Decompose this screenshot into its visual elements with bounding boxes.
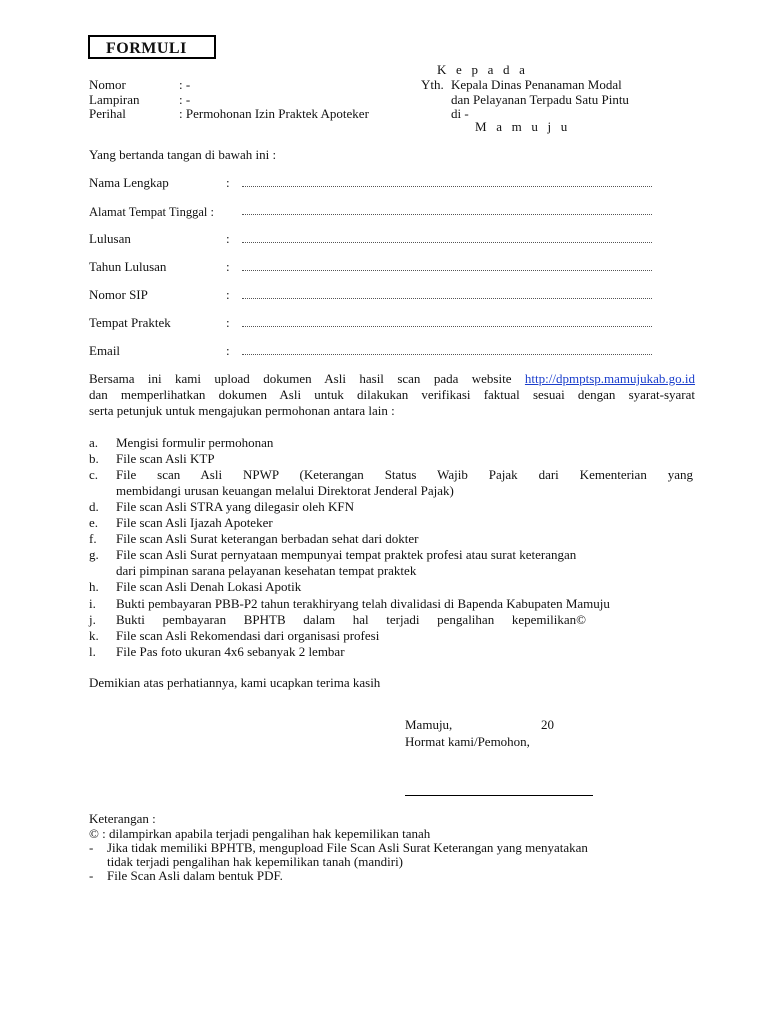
nomor-label: Nomor — [89, 77, 126, 92]
notes-heading: Keterangan : — [89, 811, 156, 826]
recipient-city: M a m u j u — [475, 119, 571, 134]
body-line-3: serta petunjuk untuk mengajukan permohonan antara lain : — [89, 403, 395, 418]
list-item-continued: membidangi urusan keuangan melalui Direktorat Jenderal Pajak) — [116, 483, 454, 498]
field-fill-alamat[interactable] — [242, 212, 652, 215]
field-label-tahun-lulusan: Tahun Lulusan — [89, 259, 167, 274]
perihal-value: : Permohonan Izin Praktek Apoteker — [179, 106, 369, 121]
field-colon: : — [226, 175, 230, 190]
list-item: File Pas foto ukuran 4x6 sebanyak 2 lembar — [116, 644, 345, 659]
list-item-letter: e. — [89, 515, 99, 530]
perihal-label: Perihal — [89, 106, 126, 121]
list-item-letter: a. — [89, 435, 99, 450]
body-line-1 — [89, 371, 695, 387]
body-line-2: dan memperlihatkan dokumen Asli untuk dilakukan verifikasi faktual sesuai dengan syarat-syarat — [89, 387, 695, 402]
list-item: File scan Asli NPWP (Keterangan Status Wajib Pajak dari Kementerian yang — [116, 467, 693, 482]
intro-text: Yang bertanda tangan di bawah ini : — [89, 147, 277, 162]
list-item-continued: dari pimpinan sarana pelayanan kesehatan tempat praktek — [116, 563, 417, 578]
list-item-letter: b. — [89, 451, 99, 466]
field-label-lulusan: Lulusan — [89, 231, 131, 246]
note-dash: - — [89, 840, 94, 855]
list-item: File scan Asli KTP — [116, 451, 215, 466]
list-item-letter: k. — [89, 628, 99, 643]
kepada-label: K e p a d a — [437, 62, 529, 77]
list-item-letter: h. — [89, 579, 99, 594]
list-item: File scan Asli Surat keterangan berbadan sehat dari dokter — [116, 531, 419, 546]
field-fill-nomor-sip[interactable] — [242, 296, 652, 299]
list-item-letter: c. — [89, 467, 99, 482]
list-item: Mengisi formulir permohonan — [116, 435, 274, 450]
list-item-letter: i. — [89, 596, 96, 611]
field-label-alamat: Alamat Tempat Tinggal : — [89, 205, 214, 219]
form-title: FORMULI — [106, 40, 187, 57]
field-label-email: Email — [89, 343, 121, 358]
list-item: Bukti pembayaran PBB-P2 tahun terakhiryang telah divalidasi di Bapenda Kabupaten Mamuju — [116, 596, 610, 611]
field-fill-nama[interactable] — [242, 184, 652, 187]
list-item-letter: f. — [89, 531, 97, 546]
note-pdf: File Scan Asli dalam bentuk PDF. — [107, 868, 283, 883]
list-item: File scan Asli Surat pernyataan mempunyai tempat praktek profesi atau surat keterangan — [116, 547, 577, 562]
list-item-letter: g. — [89, 547, 99, 562]
website-link[interactable]: http://dpmptsp.mamujukab.go.id — [524, 371, 696, 386]
signature-place: Mamuju, — [405, 717, 453, 732]
yth-label: Yth. — [421, 77, 444, 92]
recipient-line-1: Kepala Dinas Penanaman Modal — [451, 77, 622, 92]
signature-regards: Hormat kami/Pemohon, — [405, 734, 530, 749]
list-item: File scan Asli Ijazah Apoteker — [116, 515, 273, 530]
note-bphtb-line-1: Jika tidak memiliki BPHTB, mengupload File Scan Asli Surat Keterangan yang menyatakan — [107, 840, 588, 855]
list-item: File scan Asli Rekomendasi dari organisasi profesi — [116, 628, 380, 643]
note-bphtb-line-2: tidak terjadi pengalihan hak kepemilikan tanah (mandiri) — [107, 854, 404, 869]
list-item-letter: j. — [89, 612, 96, 627]
field-label-nomor-sip: Nomor SIP — [89, 287, 148, 302]
signature-line[interactable] — [405, 795, 593, 796]
signature-year: 20 — [541, 717, 554, 732]
note-dash: - — [89, 868, 94, 883]
list-item: File scan Asli STRA yang dilegasir oleh KFN — [116, 499, 354, 514]
form-title-box — [88, 35, 216, 59]
field-fill-tempat-praktek[interactable] — [242, 324, 652, 327]
lampiran-value: : - — [179, 92, 191, 107]
body-text: Bersama ini kami upload dokumen Asli hasil scan pada website — [89, 371, 512, 386]
field-colon: : — [226, 259, 230, 274]
list-item-letter: l. — [89, 644, 96, 659]
list-item: File scan Asli Denah Lokasi Apotik — [116, 579, 302, 594]
list-item: Bukti pembayaran BPHTB dalam hal terjadi pengalihan kepemilikan© — [116, 612, 586, 627]
field-colon: : — [226, 343, 230, 358]
lampiran-label: Lampiran — [89, 92, 140, 107]
note-copyright: © : dilampirkan apabila terjadi pengalihan hak kepemilikan tanah — [89, 826, 431, 841]
closing-text: Demikian atas perhatiannya, kami ucapkan terima kasih — [89, 675, 381, 690]
recipient-line-2: dan Pelayanan Terpadu Satu Pintu — [451, 92, 629, 107]
field-fill-email[interactable] — [242, 352, 652, 355]
field-label-tempat-praktek: Tempat Praktek — [89, 315, 171, 330]
list-item-letter: d. — [89, 499, 99, 514]
field-fill-tahun-lulusan[interactable] — [242, 268, 652, 271]
field-fill-lulusan[interactable] — [242, 240, 652, 243]
field-colon: : — [226, 287, 230, 302]
field-label-nama: Nama Lengkap — [89, 175, 169, 190]
field-colon: : — [226, 231, 230, 246]
recipient-line-3: di - — [451, 106, 469, 121]
field-colon: : — [226, 315, 230, 330]
nomor-value: : - — [179, 77, 191, 92]
